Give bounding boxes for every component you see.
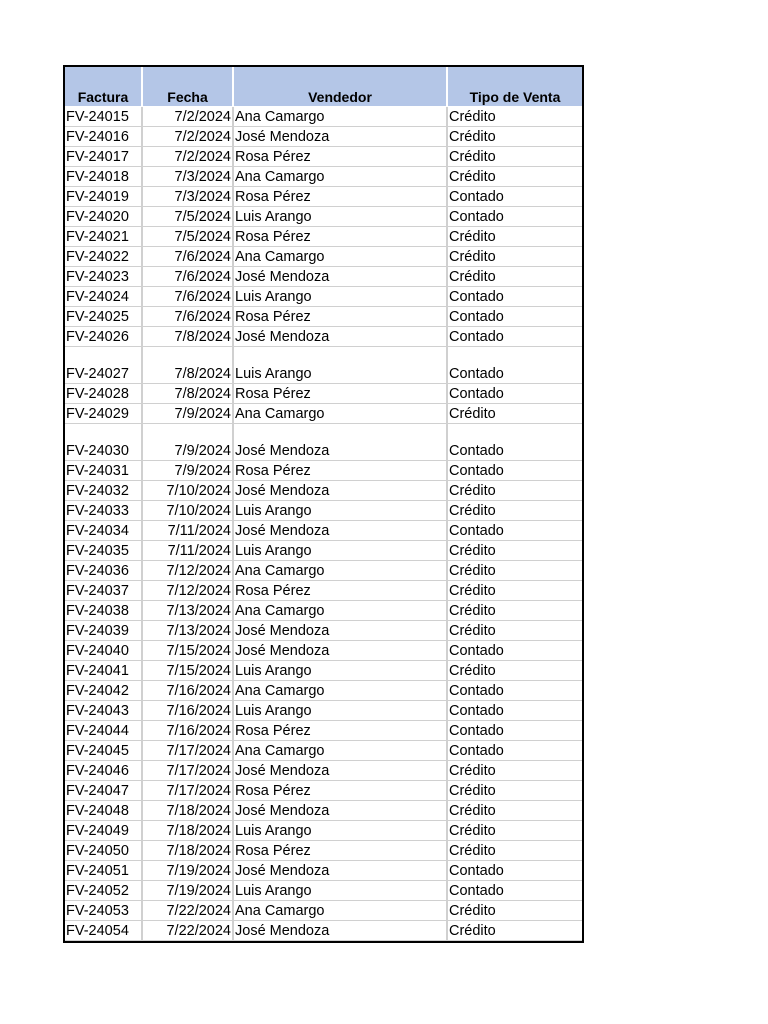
seller-cell[interactable]: José Mendoza <box>233 621 447 641</box>
invoice-cell[interactable]: FV-24029 <box>65 404 142 424</box>
invoice-cell[interactable]: FV-24023 <box>65 267 142 287</box>
table-row <box>65 761 582 781</box>
seller-cell[interactable]: Luis Arango <box>233 541 447 561</box>
seller-cell[interactable]: Rosa Pérez <box>233 721 447 741</box>
invoice-cell[interactable]: FV-24036 <box>65 561 142 581</box>
sale-type-cell[interactable]: Crédito <box>447 147 582 167</box>
seller-cell[interactable]: Ana Camargo <box>233 247 447 267</box>
table-row <box>65 681 582 701</box>
date-cell[interactable]: 7/10/2024 <box>142 481 233 501</box>
sale-type-cell[interactable]: Contado <box>447 307 582 327</box>
date-cell[interactable]: 7/3/2024 <box>142 187 233 207</box>
table-row <box>65 801 582 821</box>
date-cell[interactable]: 7/22/2024 <box>142 901 233 921</box>
sale-type-cell[interactable]: Crédito <box>447 127 582 147</box>
sale-type-cell[interactable]: Contado <box>447 384 582 404</box>
sale-type-cell[interactable]: Crédito <box>447 481 582 501</box>
table-row <box>65 187 582 207</box>
date-cell[interactable]: 7/5/2024 <box>142 207 233 227</box>
table-row <box>65 621 582 641</box>
sale-type-cell[interactable]: Contado <box>447 701 582 721</box>
invoice-cell[interactable]: FV-24037 <box>65 581 142 601</box>
seller-cell[interactable]: Rosa Pérez <box>233 384 447 404</box>
sale-type-cell[interactable]: Contado <box>447 741 582 761</box>
date-cell[interactable]: 7/2/2024 <box>142 147 233 167</box>
invoice-cell[interactable]: FV-24032 <box>65 481 142 501</box>
date-cell[interactable]: 7/16/2024 <box>142 721 233 741</box>
sale-type-cell[interactable]: Contado <box>447 187 582 207</box>
table-row <box>65 461 582 481</box>
seller-cell[interactable]: Ana Camargo <box>233 167 447 187</box>
sale-type-cell[interactable]: Contado <box>447 424 582 461</box>
invoice-cell[interactable]: FV-24046 <box>65 761 142 781</box>
table-row <box>65 501 582 521</box>
sale-type-cell[interactable]: Crédito <box>447 267 582 287</box>
invoice-cell[interactable]: FV-24017 <box>65 147 142 167</box>
date-cell[interactable]: 7/17/2024 <box>142 741 233 761</box>
date-cell[interactable]: 7/9/2024 <box>142 424 233 461</box>
invoice-cell[interactable]: FV-24050 <box>65 841 142 861</box>
header-tipo-venta[interactable]: Tipo de Venta <box>447 67 582 107</box>
header-factura[interactable]: Factura <box>65 67 142 107</box>
invoice-cell[interactable]: FV-24041 <box>65 661 142 681</box>
seller-cell[interactable]: Ana Camargo <box>233 681 447 701</box>
date-cell[interactable]: 7/6/2024 <box>142 267 233 287</box>
table-row <box>65 741 582 761</box>
invoice-cell[interactable]: FV-24051 <box>65 861 142 881</box>
seller-cell[interactable]: Luis Arango <box>233 821 447 841</box>
invoice-cell[interactable]: FV-24048 <box>65 801 142 821</box>
header-vendedor[interactable]: Vendedor <box>233 67 447 107</box>
seller-cell[interactable]: Luis Arango <box>233 661 447 681</box>
invoice-cell[interactable]: FV-24053 <box>65 901 142 921</box>
seller-cell[interactable]: Rosa Pérez <box>233 147 447 167</box>
date-cell[interactable]: 7/12/2024 <box>142 561 233 581</box>
sale-type-cell[interactable]: Contado <box>447 681 582 701</box>
sale-type-cell[interactable]: Crédito <box>447 781 582 801</box>
sales-table <box>65 67 582 941</box>
sales-table-container <box>63 65 584 943</box>
seller-cell[interactable]: Luis Arango <box>233 347 447 384</box>
seller-cell[interactable]: Luis Arango <box>233 207 447 227</box>
table-row <box>65 147 582 167</box>
date-cell[interactable]: 7/9/2024 <box>142 461 233 481</box>
date-cell[interactable]: 7/6/2024 <box>142 307 233 327</box>
seller-cell[interactable]: Ana Camargo <box>233 561 447 581</box>
sale-type-cell[interactable]: Contado <box>447 461 582 481</box>
invoice-cell[interactable]: FV-24020 <box>65 207 142 227</box>
invoice-cell[interactable]: FV-24034 <box>65 521 142 541</box>
seller-cell[interactable]: José Mendoza <box>233 267 447 287</box>
invoice-cell[interactable]: FV-24047 <box>65 781 142 801</box>
date-cell[interactable]: 7/6/2024 <box>142 287 233 307</box>
invoice-cell[interactable]: FV-24015 <box>65 107 142 127</box>
table-row <box>65 247 582 267</box>
seller-cell[interactable]: Ana Camargo <box>233 741 447 761</box>
seller-cell[interactable]: José Mendoza <box>233 521 447 541</box>
sale-type-cell[interactable]: Contado <box>447 327 582 347</box>
invoice-cell[interactable]: FV-24039 <box>65 621 142 641</box>
table-row <box>65 781 582 801</box>
date-cell[interactable]: 7/2/2024 <box>142 107 233 127</box>
seller-cell[interactable]: José Mendoza <box>233 761 447 781</box>
invoice-cell[interactable]: FV-24019 <box>65 187 142 207</box>
seller-cell[interactable]: Luis Arango <box>233 501 447 521</box>
table-row <box>65 901 582 921</box>
table-row <box>65 307 582 327</box>
date-cell[interactable]: 7/17/2024 <box>142 781 233 801</box>
date-cell[interactable]: 7/8/2024 <box>142 384 233 404</box>
sale-type-cell[interactable]: Crédito <box>447 661 582 681</box>
table-row <box>65 521 582 541</box>
seller-cell[interactable]: Rosa Pérez <box>233 581 447 601</box>
seller-cell[interactable]: José Mendoza <box>233 921 447 941</box>
date-cell[interactable]: 7/3/2024 <box>142 167 233 187</box>
seller-cell[interactable]: Rosa Pérez <box>233 781 447 801</box>
table-row <box>65 207 582 227</box>
date-cell[interactable]: 7/18/2024 <box>142 821 233 841</box>
date-cell[interactable]: 7/15/2024 <box>142 661 233 681</box>
table-row <box>65 167 582 187</box>
invoice-cell[interactable]: FV-24016 <box>65 127 142 147</box>
table-row <box>65 347 582 384</box>
table-row <box>65 227 582 247</box>
sale-type-cell[interactable]: Crédito <box>447 841 582 861</box>
table-row <box>65 601 582 621</box>
invoice-cell[interactable]: FV-24025 <box>65 307 142 327</box>
table-row <box>65 541 582 561</box>
sale-type-cell[interactable]: Crédito <box>447 581 582 601</box>
sale-type-cell[interactable]: Crédito <box>447 821 582 841</box>
date-cell[interactable]: 7/17/2024 <box>142 761 233 781</box>
date-cell[interactable]: 7/16/2024 <box>142 681 233 701</box>
table-row <box>65 481 582 501</box>
invoice-cell[interactable]: FV-24054 <box>65 921 142 941</box>
table-row <box>65 561 582 581</box>
header-row <box>65 67 582 107</box>
table-row <box>65 384 582 404</box>
seller-cell[interactable]: Ana Camargo <box>233 601 447 621</box>
seller-cell[interactable]: José Mendoza <box>233 481 447 501</box>
invoice-cell[interactable]: FV-24028 <box>65 384 142 404</box>
date-cell[interactable]: 7/8/2024 <box>142 347 233 384</box>
seller-cell[interactable]: José Mendoza <box>233 127 447 147</box>
invoice-cell[interactable]: FV-24026 <box>65 327 142 347</box>
sale-type-cell[interactable]: Crédito <box>447 601 582 621</box>
sale-type-cell[interactable]: Contado <box>447 641 582 661</box>
date-cell[interactable]: 7/11/2024 <box>142 541 233 561</box>
date-cell[interactable]: 7/12/2024 <box>142 581 233 601</box>
table-row <box>65 921 582 941</box>
sale-type-cell[interactable]: Crédito <box>447 247 582 267</box>
invoice-cell[interactable]: FV-24031 <box>65 461 142 481</box>
seller-cell[interactable]: Rosa Pérez <box>233 227 447 247</box>
sale-type-cell[interactable]: Contado <box>447 207 582 227</box>
invoice-cell[interactable]: FV-24038 <box>65 601 142 621</box>
date-cell[interactable]: 7/6/2024 <box>142 247 233 267</box>
invoice-cell[interactable]: FV-24018 <box>65 167 142 187</box>
date-cell[interactable]: 7/5/2024 <box>142 227 233 247</box>
seller-cell[interactable]: Ana Camargo <box>233 404 447 424</box>
sale-type-cell[interactable]: Contado <box>447 347 582 384</box>
date-cell[interactable]: 7/16/2024 <box>142 701 233 721</box>
date-cell[interactable]: 7/18/2024 <box>142 801 233 821</box>
seller-cell[interactable]: Luis Arango <box>233 881 447 901</box>
sale-type-cell[interactable]: Crédito <box>447 167 582 187</box>
seller-cell[interactable]: Luis Arango <box>233 701 447 721</box>
sale-type-cell[interactable]: Crédito <box>447 227 582 247</box>
sale-type-cell[interactable]: Crédito <box>447 404 582 424</box>
invoice-cell[interactable]: FV-24027 <box>65 347 142 384</box>
invoice-cell[interactable]: FV-24033 <box>65 501 142 521</box>
sale-type-cell[interactable]: Crédito <box>447 621 582 641</box>
sale-type-cell[interactable]: Contado <box>447 881 582 901</box>
invoice-cell[interactable]: FV-24052 <box>65 881 142 901</box>
table-row <box>65 641 582 661</box>
table-row <box>65 701 582 721</box>
date-cell[interactable]: 7/9/2024 <box>142 404 233 424</box>
table-row <box>65 424 582 461</box>
date-cell[interactable]: 7/15/2024 <box>142 641 233 661</box>
date-cell[interactable]: 7/19/2024 <box>142 861 233 881</box>
seller-cell[interactable]: Rosa Pérez <box>233 187 447 207</box>
table-row <box>65 107 582 127</box>
table-row <box>65 821 582 841</box>
invoice-cell[interactable]: FV-24022 <box>65 247 142 267</box>
invoice-cell[interactable]: FV-24044 <box>65 721 142 741</box>
table-row <box>65 127 582 147</box>
seller-cell[interactable]: José Mendoza <box>233 861 447 881</box>
seller-cell[interactable]: Luis Arango <box>233 287 447 307</box>
sale-type-cell[interactable]: Contado <box>447 861 582 881</box>
invoice-cell[interactable]: FV-24030 <box>65 424 142 461</box>
table-row <box>65 404 582 424</box>
sale-type-cell[interactable]: Crédito <box>447 561 582 581</box>
table-row <box>65 721 582 741</box>
date-cell[interactable]: 7/18/2024 <box>142 841 233 861</box>
seller-cell[interactable]: José Mendoza <box>233 801 447 821</box>
table-row <box>65 581 582 601</box>
sale-type-cell[interactable]: Contado <box>447 521 582 541</box>
date-cell[interactable]: 7/13/2024 <box>142 601 233 621</box>
sale-type-cell[interactable]: Contado <box>447 287 582 307</box>
date-cell[interactable]: 7/2/2024 <box>142 127 233 147</box>
invoice-cell[interactable]: FV-24035 <box>65 541 142 561</box>
table-body <box>65 107 582 941</box>
date-cell[interactable]: 7/19/2024 <box>142 881 233 901</box>
invoice-cell[interactable]: FV-24040 <box>65 641 142 661</box>
sale-type-cell[interactable]: Crédito <box>447 901 582 921</box>
date-cell[interactable]: 7/13/2024 <box>142 621 233 641</box>
seller-cell[interactable]: Ana Camargo <box>233 107 447 127</box>
seller-cell[interactable]: Rosa Pérez <box>233 307 447 327</box>
invoice-cell[interactable]: FV-24049 <box>65 821 142 841</box>
table-row <box>65 841 582 861</box>
invoice-cell[interactable]: FV-24043 <box>65 701 142 721</box>
sale-type-cell[interactable]: Crédito <box>447 501 582 521</box>
date-cell[interactable]: 7/11/2024 <box>142 521 233 541</box>
seller-cell[interactable]: José Mendoza <box>233 424 447 461</box>
seller-cell[interactable]: José Mendoza <box>233 641 447 661</box>
table-row <box>65 267 582 287</box>
invoice-cell[interactable]: FV-24024 <box>65 287 142 307</box>
table-row <box>65 861 582 881</box>
date-cell[interactable]: 7/8/2024 <box>142 327 233 347</box>
invoice-cell[interactable]: FV-24045 <box>65 741 142 761</box>
invoice-cell[interactable]: FV-24021 <box>65 227 142 247</box>
date-cell[interactable]: 7/22/2024 <box>142 921 233 941</box>
sale-type-cell[interactable]: Crédito <box>447 107 582 127</box>
sale-type-cell[interactable]: Crédito <box>447 761 582 781</box>
seller-cell[interactable]: José Mendoza <box>233 327 447 347</box>
table-row <box>65 327 582 347</box>
date-cell[interactable]: 7/10/2024 <box>142 501 233 521</box>
seller-cell[interactable]: Ana Camargo <box>233 901 447 921</box>
header-fecha[interactable]: Fecha <box>142 67 233 107</box>
invoice-cell[interactable]: FV-24042 <box>65 681 142 701</box>
table-row <box>65 287 582 307</box>
table-row <box>65 661 582 681</box>
sale-type-cell[interactable]: Crédito <box>447 921 582 941</box>
sale-type-cell[interactable]: Crédito <box>447 541 582 561</box>
sale-type-cell[interactable]: Crédito <box>447 801 582 821</box>
seller-cell[interactable]: Rosa Pérez <box>233 461 447 481</box>
sale-type-cell[interactable]: Contado <box>447 721 582 741</box>
seller-cell[interactable]: Rosa Pérez <box>233 841 447 861</box>
table-row <box>65 881 582 901</box>
